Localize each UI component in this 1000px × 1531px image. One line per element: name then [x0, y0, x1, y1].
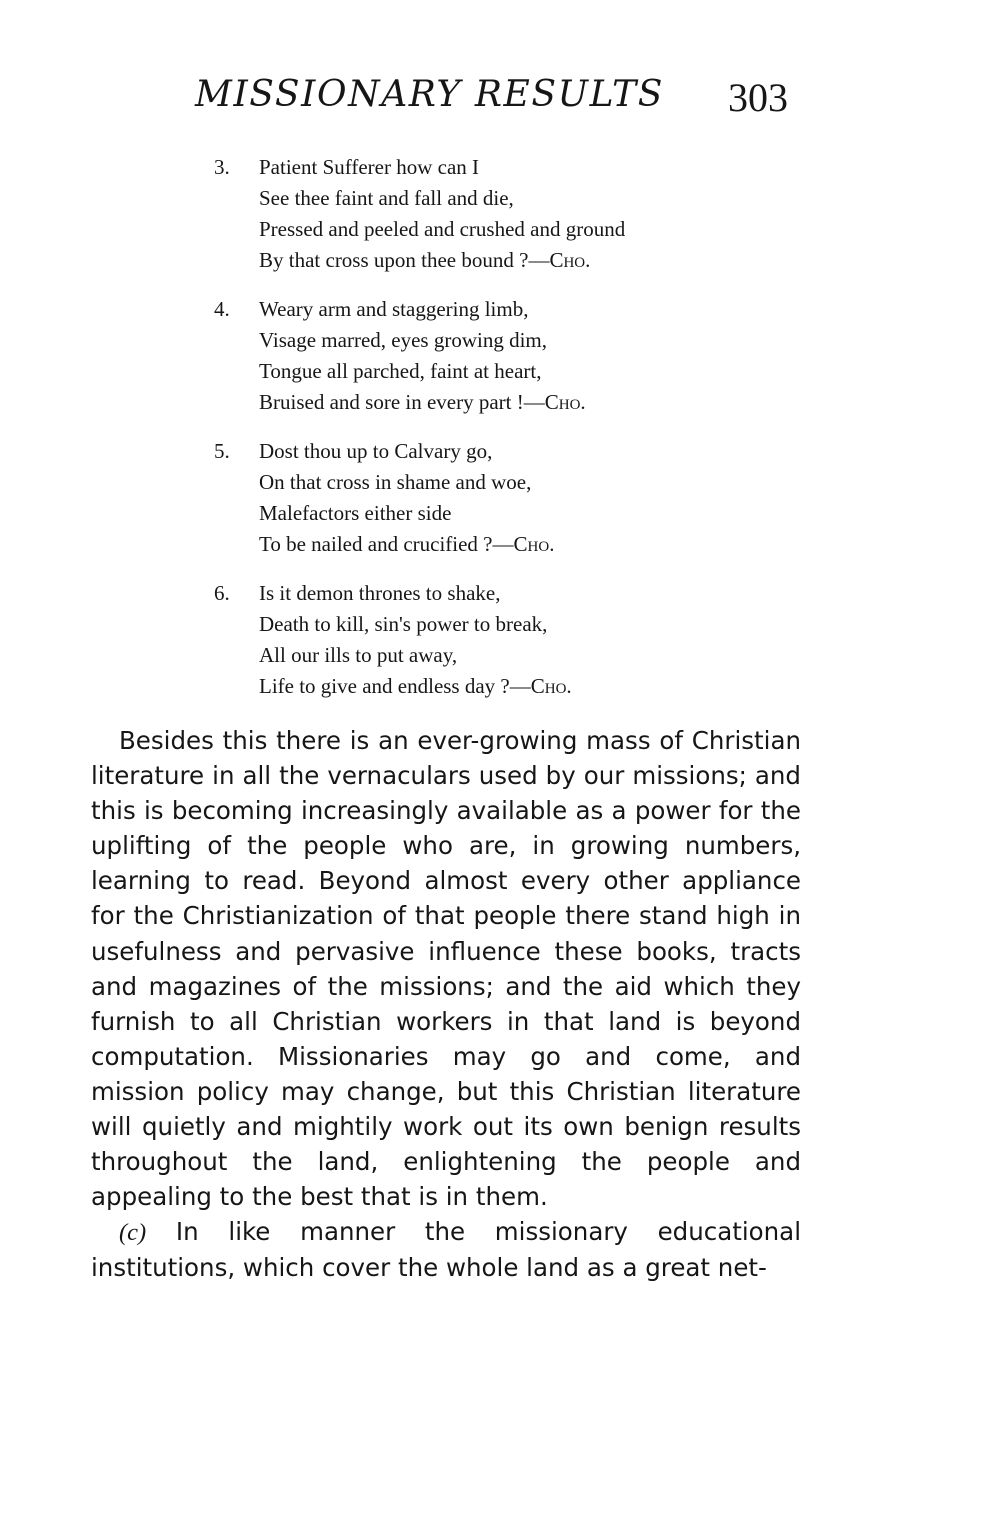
stanza-lines — [259, 578, 572, 702]
chorus-marker: Cho. — [513, 532, 555, 556]
verse-line: Weary arm and staggering limb, — [259, 297, 529, 321]
page-number: 303 — [728, 75, 788, 120]
paragraph-label: (c) — [119, 1219, 147, 1247]
stanza-lines — [259, 294, 586, 418]
verse-text: By that cross upon thee bound ?— — [259, 248, 550, 272]
verse-line: Visage marred, eyes growing dim, — [259, 328, 547, 352]
chorus-marker: Cho. — [544, 390, 586, 414]
stanza-4 — [214, 294, 774, 436]
stanza-lines — [259, 436, 554, 560]
stanza-number: 5. — [214, 439, 230, 463]
verse-text: Life to give and endless day ?— — [259, 674, 531, 698]
stanza-number: 6. — [214, 581, 230, 605]
verse-line: Dost thou up to Calvary go, — [259, 439, 493, 463]
verse-line-last — [259, 245, 625, 276]
stanza-6 — [214, 578, 774, 720]
verse-line: Tongue all parched, faint at heart, — [259, 359, 542, 383]
verse-line: See thee faint and fall and die, — [259, 186, 514, 210]
verse-line-last — [259, 529, 554, 560]
running-header — [195, 74, 815, 134]
verse-line: Pressed and peeled and crushed and ground — [259, 217, 626, 241]
verse-text: To be nailed and crucified ?— — [259, 532, 514, 556]
verse-line: Malefactors either side — [259, 501, 452, 525]
stanza-number: 4. — [214, 297, 230, 321]
stanza-3 — [214, 152, 774, 294]
hymn-stanzas — [214, 152, 774, 720]
verse-line: Is it demon thrones to shake, — [259, 581, 501, 605]
verse-text: Bruised and sore in every part !— — [259, 390, 545, 414]
stanza-5 — [214, 436, 774, 578]
verse-line-last — [259, 387, 586, 418]
stanza-number: 3. — [214, 155, 230, 179]
stanza-lines — [259, 152, 625, 276]
running-title: MISSIONARY RESULTS — [195, 74, 665, 115]
paragraph-education — [91, 1214, 801, 1285]
verse-line: All our ills to put away, — [259, 643, 458, 667]
verse-line: Death to kill, sin's power to break, — [259, 612, 548, 636]
verse-line-last — [259, 671, 572, 702]
body-text — [91, 723, 801, 1286]
paragraph-text: In like manner the missionary educational institutions, which cover the whole land as a great net- — [91, 1217, 801, 1283]
chorus-marker: Cho. — [549, 248, 591, 272]
verse-line: Patient Sufferer how can I — [259, 155, 480, 179]
paragraph-literature: Besides this there is an ever-growing mass of Christian literature in all the vernaculars used by our missions; and this is becoming increasingly available as a power for the uplifting of the people who are, in growing numbers, learning to read. Beyond almost every other appliance for the Christianization of that people there stand high in usefulness and pervasive influence these books, tracts and magazines of the missions; and the aid which they furnish to all Christian workers in that land is beyond computation. Missionaries may go and come, and mission policy may change, but this Christian literature will quietly and mightily work out its own benign results throughout the land, enlightening the people and appealing to the best that is in them. — [91, 726, 801, 1212]
verse-line: On that cross in shame and woe, — [259, 470, 532, 494]
chorus-marker: Cho. — [530, 674, 572, 698]
